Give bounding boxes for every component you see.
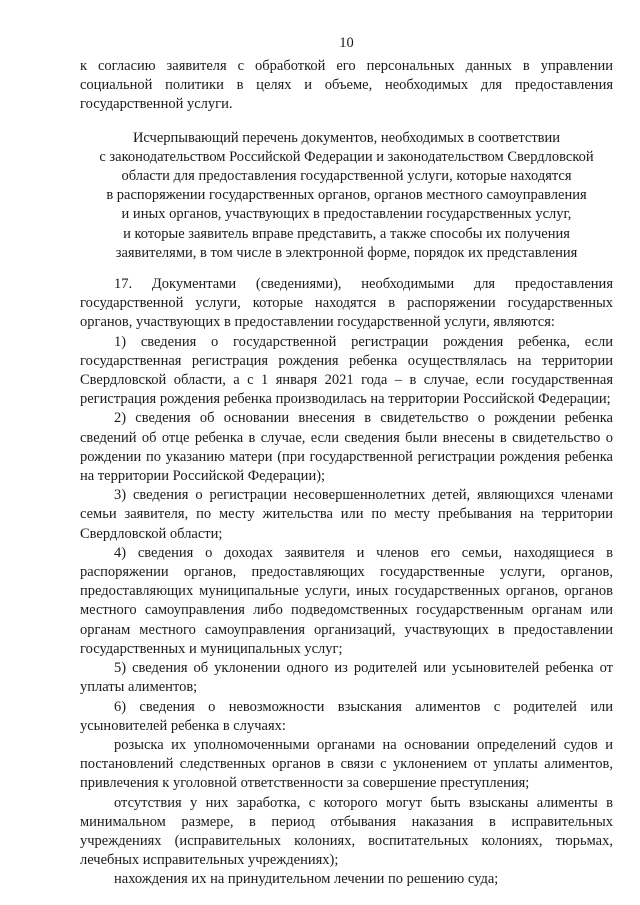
sub-item-compulsory-treatment: нахождения их на принудительном лечении по решению суда;	[114, 871, 499, 888]
document-page	[80, 34, 613, 890]
sub-item-no-earnings: отсутствия у них заработка, с которого могут быть взысканы алименты в минимальном размере, в период отбывания наказания в исправительных учреждениях (исправительных колониях, воспитательных колониях, тюрьмах, лечебных исправительных учреждениях);	[80, 794, 613, 869]
paragraph-17: 17. Документами (сведениями), необходимыми для предоставления государственной услуги, которые находятся в распоряжении государственных органов, участвующих в предоставлении государственной услуги, являются:	[80, 276, 613, 331]
list-item-4: 4) сведения о доходах заявителя и членов его семьи, находящиеся в распоряжении органов, предоставляющих государственные услуги, органов, предоставляющих муниципальные услуги, иных государственных органов, органов местного самоуправления либо подведомственных государственным органам или органам местного самоуправления организаций, участвующих в предоставлении государственных и муниципальных услуг;	[80, 544, 613, 657]
heading-line: и которые заявитель вправе представить, а также способы их получения	[123, 225, 570, 242]
heading-line: Исчерпывающий перечень документов, необходимых в соответствии	[132, 129, 561, 146]
list-item-5: 5) сведения об уклонении одного из родителей или усыновителей ребенка от уплаты алиментов;	[80, 660, 613, 696]
list-item-2: 2) сведения об основании внесения в свидетельство о рождении ребенка сведений об отце ребенка в случае, если сведения были внесены в свидетельство о рождении по указанию матери (при государственной регистрации рождения ребенка на территории Российской Федерации);	[80, 410, 613, 485]
list-item-1: 1) сведения о государственной регистрации рождения ребенка, если государственная регистрация рождения ребенка осуществлялась на территории Свердловской области, а с 1 января 2021 года – в случае, если государственная регистрация рождения ребенка производилась на территории Российской Федерации;	[80, 333, 613, 408]
list-item-3: 3) сведения о регистрации несовершеннолетних детей, являющихся членами семьи заявителя, по месту жительства или по месту пребывания на территории Свердловской области;	[80, 487, 613, 542]
heading-line: области для предоставления государственной услуги, которые находятся	[121, 168, 572, 185]
heading-line: с законодательством Российской Федерации и законодательством Свердловской	[99, 148, 594, 165]
document-body	[80, 275, 613, 890]
sub-item-search: розыска их уполномоченными органами на основании определений судов и постановлений следственных органов в связи с уклонением от уплаты алиментов, привлечения к уголовной ответственности за совершение преступления;	[80, 736, 613, 792]
heading-line: в распоряжении государственных органов, органов местного самоуправления	[106, 187, 587, 204]
intro-paragraph: к согласию заявителя с обработкой его персональных данных в управлении социальной политики в целях и объеме, необходимых для предоставления государственной услуги.	[80, 58, 613, 113]
heading-line: и иных органов, участвующих в предоставлении государственных услуг,	[121, 206, 572, 223]
list-item-6: 6) сведения о невозможности взыскания алиментов с родителей или усыновителей ребенка в случаях:	[80, 698, 613, 734]
section-heading	[80, 129, 613, 263]
heading-line: заявителями, в том числе в электронной форме, порядок их представления	[115, 244, 578, 261]
page-number: 10	[339, 35, 354, 51]
